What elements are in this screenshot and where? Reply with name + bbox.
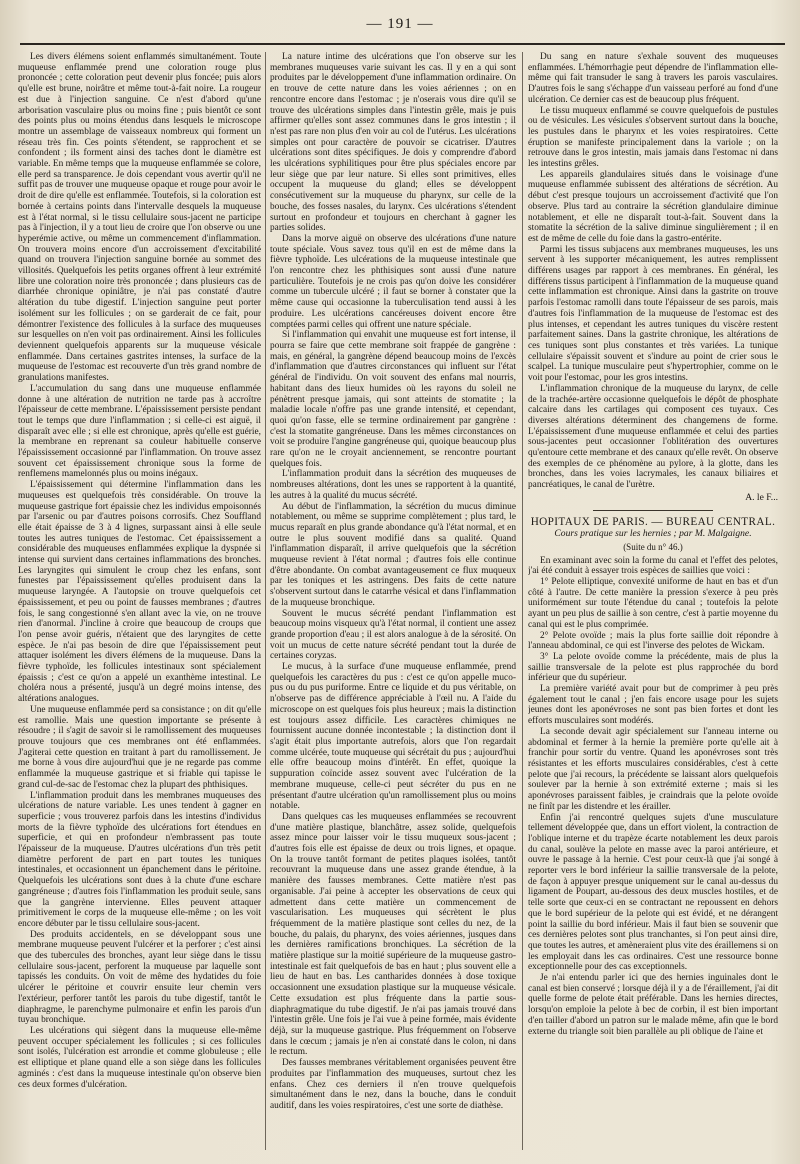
section-heading: HOPITAUX DE PARIS. — BUREAU CENTRAL.	[530, 515, 776, 528]
paragraph: Souvent le mucus sécrété pendant l'inflammation est beaucoup moins visqueux qu'à l'état normal, il contient une assez grande proportion d'eau ; il est alors analogue à de la sérosité. On voit un mucus de cette nature sécrété pendant tout la durée de certaines coryzas.	[270, 608, 516, 662]
paragraph: Si l'inflammation qui envahit une muqueuse est fort intense, il pourra se faire que cette membrane soit frappée de gangrène : mais, en général, la gangrène dépend beaucoup moins de l'excès d'inflammation que d'autres circonstances qui influent sur l'état général de l'individu. On voit souvent des enfans mal nourris, habitant dans des lieux humides où les rayons du soleil ne pénètrent presque jamais, qui sont atteints de stomatite ; la maladie locale n'offre pas une grande intensité, et cependant, quoi qu'on fasse, elle se termine ordinairement par gangrène : c'est la stomatite gangréneuse. Dans les mêmes circonstances on voit se produire l'angine gangréneuse qui, quoique beaucoup plus rare qu'on ne le croyait anciennement, se rencontre pourtant quelques fois.	[270, 330, 516, 469]
paragraph: La première variété avait pour but de comprimer à peu près également tout le canal ; j'en fais encore usage pour les sujets jeunes dont les aponévroses ne sont pas bien fortes et dont les efforts musculaires sont modérés.	[528, 684, 778, 727]
column-divider	[522, 52, 523, 1150]
section-sequel-note: (Suite du n° 46.)	[623, 541, 683, 552]
paragraph: Des produits accidentels, en se développant sous une membrane muqueuse peuvent l'ulcérer et la perforer ; c'est ainsi que des tubercules des bronches, ayant leur siège dans le tissu cellulaire sous-jacent, perforent la muqueuse par laquelle sont tapissés les conduits. On voit de même des hydatides du foie ulcérer le péritoine et couvrir ensuite leur chemin vers l'extérieur, perforer tantôt les parois du tube digestif, tantôt le diaphragme, le parenchyme pulmonaire et enfin les parois d'un tuyau bronchique.	[18, 929, 261, 1026]
paragraph: 3° La pelote ovoïde comme la précédente, mais de plus la saillie transversale de la pelote est plus rapprochée du bord inférieur que du supérieur.	[528, 651, 778, 684]
paragraph: Au début de l'inflammation, la sécrétion du mucus diminue notablement, ou même se supprime complètement ; plus tard, le mucus reparaît en plus grande abondance qu'à l'état normal, et en outre le plus souvent modifié dans sa qualité. Quand l'inflammation disparaît, il arrive quelquefois que la sécrétion muqueuse revient à l'état normal ; d'autres fois elle continue d'être abondante. On combat avantageusement ce flux muqueux par les toniques et les astringens. Des faits de cette nature s'observent surtout dans le catarrhe vésical et dans l'inflammation de la muqueuse bronchique.	[270, 501, 516, 608]
paragraph: L'accumulation du sang dans une muqueuse enflammée donne à une altération de nutrition ne tarde pas à accroître l'épaisseur de cette membrane. L'épaississement persiste pendant tout le temps que dure l'inflammation ; si celle-ci est aiguë, il disparaît avec elle ; si elle est chronique, après qu'elle est guérie, la membrane en reprenant sa couleur habituelle conserve l'épaississement occasionné par l'inflammation. On trouve assez souvent cet épaississement chronique sous la forme de renflemens mamelonnés plus ou moins inégaux.	[18, 383, 261, 480]
page-number: — 191 —	[366, 16, 434, 32]
paragraph: 1° Pelote elliptique, convexité uniforme de haut en bas et d'un côté à l'autre. De cette manière la pression s'exerce à peu près uniformément sur toute l'étendue du canal ; toutefois la pelote ayant un peu plus de saillie à son centre, c'est à partie moyenne du canal qui est le plus comprimée.	[528, 577, 778, 630]
paragraph: L'inflammation produit dans les membranes muqueuses des ulcérations de nature variable. Les unes tendent à gagner en superficie ; vous trouverez parfois dans les intestins d'individus morts de la fièvre typhoïde des ulcérations fort étendues en superficie, et qui en profondeur n'embrassent pas toute l'épaisseur de la muqueuse. D'autres ulcérations d'un très petit diamètre perforent de part en part toutes les tuniques intestinales, et occasionnent un épanchement dans le péritoine. Quelquefois les ulcérations sont dues à la chute d'une eschare gangréneuse ; d'autres fois l'inflammation les produit seule, sans que la gangrène intervienne. Elles peuvent attaquer primitivement le corps de la muqueuse elle-même ; on les voit encore débuter par le tissu cellulaire sous-jacent.	[18, 790, 261, 929]
column-divider	[265, 52, 266, 1150]
header-rule	[20, 43, 785, 45]
text-column-2	[270, 52, 516, 1152]
paragraph: En examinant avec soin la forme du canal et l'effet des pelotes, j'ai été conduit à essayer trois espèces de saillies que voici :	[528, 555, 778, 577]
paragraph: Le mucus, à la surface d'une muqueuse enflammée, prend quelquefois les caractères du pus : c'est ce qu'on appelle muco-pus ou du pus puriforme. Entre ce liquide et du pus véritable, on n'observe pas de différence appréciable à l'œil nu. A l'aide du microscope on est quelques fois plus heureux ; mais la distinction est toujours assez difficile. Les caractères chimiques ne fournissent aucune donnée incontestable ; la distinction dont il s'agit était plus importante autrefois, alors que l'on regardait comme ulcérée, toute muqueuse qui sécrétait du pus ; aujourd'hui elle offre beaucoup moins d'intérêt. En effet, quoique la suppuration coïncide assez souvent avec l'ulcération de la membrane muqueuse, celle-ci peut sécréter du pus en ne présentant d'autre ulcération qu'un ramollissement plus ou moins notable.	[270, 662, 516, 812]
article-signature: A. le F...	[745, 491, 778, 503]
section-divider	[593, 510, 713, 511]
text-column-3	[528, 52, 778, 1152]
paragraph: Du sang en nature s'exhale souvent des muqueuses enflammées. L'hémorrhagie peut dépendre de l'inflammation elle-même qui fait transuder le sang à travers les parois vasculaires. D'autres fois le sang s'échappe d'un vaisseau perforé au fond d'une ulcération. Ce dernier cas est de beaucoup plus fréquent.	[528, 52, 778, 105]
paragraph: 2° Pelote ovoïde ; mais la plus forte saillie doit répondre à l'anneau abdominal, ce qui est l'inverse des pelotes de Wickam.	[528, 630, 778, 652]
paragraph: L'inflammation produit dans la sécrétion des muqueuses de nombreuses altérations, dont les unes se rapportent à la quantité, les autres à la qualité du mucus sécrété.	[270, 469, 516, 501]
paragraph: La seconde devait agir spécialement sur l'anneau interne ou abdominal et fermer à la hernie la première porte qu'elle ait à franchir pour sortir du ventre. Quand les aponévroses sont très résistantes et les efforts musculaires considérables, c'est à cette pelote que j'ai recours, la précédente se laissant alors quelquefois soulever par la hernie à son extrémité externe ; mais si les aponévroses paraissent faibles, je craindrais que la pelote ovoïde ne finît par les distendre et les érailler.	[528, 726, 778, 812]
paragraph: Dans quelques cas les muqueuses enflammées se recouvrent d'une matière plastique, blanchâtre, assez solide, quelquefois assez mince pour laisser voir le tissu muqueux sous-jacent ; d'autres fois elle est épaisse de deux ou trois lignes, et opaque. On la trouve tantôt formant de petites plaques isolées, tantôt recouvrant la muqueuse dans une assez grande étendue, à la manière des fausses membranes. Cette matière n'est pas organisable. J'ai peine à accepter les observations de ceux qui admettent dans cette matière un commencement de vascularisation. Les muqueuses qui sécrètent le plus fréquemment de la matière plastique sont celles du nez, de la bouche, du palais, du pharynx, des voies aériennes, jusques dans les dernières ramifications bronchiques. La sécrétion de la matière plastique sur la moitié supérieure de la muqueuse gastro-intestinale est fait quelquefois de bas en haut ; plus souvent elle a lieu de haut en bas. Les cantharides données à dose toxique occasionnent une exsudation plastique sur la muqueuse vésicale. Cette exsudation est plus fréquente dans la partie sous-diaphragmatique du tube digestif. Je n'ai pas jamais trouvé dans l'intestin grêle. Une fois je l'ai vue à peine formée, mais évidente déjà, sur la muqueuse gastrique. Plus fréquemment on l'observe dans le cœcum ; jamais je n'en ai constaté dans le colon, ni dans le rectum.	[270, 811, 516, 1058]
text-column-1	[18, 52, 261, 1152]
section-subtitle: Cours pratique sur les hernies ; par M. Malgaigne.	[554, 528, 752, 540]
paragraph: Le tissu muqueux enflammé se couvre quelquefois de pustules ou de vésicules. Les vésicules s'observent surtout dans la bouche, les pustules dans le pharynx et les voies respiratoires. Cette éruption se manifeste principalement dans la variole ; on la retrouve dans le gros intestin, mais jamais dans l'estomac ni dans les intestins grêles.	[528, 105, 778, 170]
paragraph: Dans la morve aiguë on observe des ulcérations d'une nature toute spéciale. Vous savez tous qu'il en est de même dans la fièvre typhoïde. Les ulcérations de la muqueuse intestinale que l'on rencontre chez les phthisiques sont aussi d'une nature particulière. Toutefois je ne crois pas qu'on doive les considérer comme un tubercule ulcéré ; il faut se borner à constater que la même cause qui occasionne la tuberculisation tend aussi à les produire. Les ulcérations cancéreuses doivent encore être comptées parmi celles qui offrent une nature spéciale.	[270, 233, 516, 330]
paragraph: Enfin j'ai rencontré quelques sujets d'une musculature tellement développée que, dans un effort violent, la contraction de l'oblique interne et du trapèze écarte notablement les deux parois du canal, soulève la pelote en masse avec la paroi antérieure, et ouvre le passage à la hernie. C'est pour ceux-là que j'ai songé à reporter vers le bord inférieur la saillie transversale de la pelote, de façon à appuyer presque uniquement sur le canal au-dessus du ligament de Poupart, au-dessous des deux muscles hostiles, et de telle sorte que ceux-ci en se contractant ne repoussent en dehors que le bord supérieur de la pelote qui est évidé, et ne dérangent point la saillie du bord inférieur. Mais il faut bien se souvenir que ces dernières pelotes sont plus tranchantes, si l'on peut ainsi dire, que toutes les autres, et amèneraient plus vite des éraillemens si on les employait dans les cas ordinaires. C'est une ressource bonne exceptionnelle pour des cas exceptionnels.	[528, 812, 778, 973]
paragraph: Parmi les tissus subjacens aux membranes muqueuses, les uns servent à les supporter mécaniquement, les autres remplissent différens usages par rapport à ces membranes. En général, les différens tissus participent à l'inflammation de la muqueuse quand cette inflammation est chronique. Ainsi dans la gastrite on trouve parfois l'estomac ramolli dans toute l'épaisseur de ses parois, mais d'autres fois l'inflammation de la muqueuse de l'estomac est des plus intenses, et cependant les autres tuniques du viscère restent parfaitement saines. Dans la gastrite chronique, les altérations de ces tuniques sont plus constantes et très variées. La tunique cellulaire s'épaissit souvent et s'indure au point de crier sous le scalpel. La tunique musculaire peut s'hypertrophier, comme on le voit pour l'estomac, pour les gros intestins.	[528, 244, 778, 384]
paragraph: Les ulcérations qui siègent dans la muqueuse elle-même peuvent occuper spécialement les follicules ; si ces follicules sont isolés, l'ulcération est arrondie et comme globuleuse ; elle est elliptique et plane quand elle a son siège dans les follicules agminés : c'est dans la muqueuse intestinale qu'on observe bien ces deux formes d'ulcération.	[18, 1025, 261, 1090]
paragraph: Je n'ai entendu parler ici que des hernies inguinales dont le canal est bien conservé ; lorsque déjà il y a de l'éraillement, j'ai dit quelle forme de pelote était préférable. Dans les hernies directes, lorsqu'on emploie la pelote à bec de corbin, il est bien important d'en tailler d'abord un patron sur le malade même, afin que le bord externe du triangle soit bien parallèle au pli oblique de l'aine et	[528, 973, 778, 1037]
paragraph: L'épaississement qui détermine l'inflammation dans les muqueuses est quelquefois très considérable. On trouve la muqueuse gastrique fort épaissie chez les individus empoisonnés par l'arsenic ou par d'autres poisons corrosifs. Chez Souffland elle était épaisse de 3 à 4 lignes, surpassant ainsi à elle seule toutes les autres tuniques de l'estomac. Cet épaississement a considérable des muqueuses enflammées explique la dyspnée si intense qui survient dans certaines inflammations des bronches. Les laryngites qui simulent le croup chez les enfans, sont funestes par l'épaississement qu'elles produisent dans la muqueuse laryngée. A l'autopsie on trouve quelquefois cet épaississement, et peu ou point de fausses membranes ; d'autres fois, le sang congestionné s'en allant avec la vie, on ne trouve rien d'anormal. J'incline à croire que beaucoup de croups que l'on pense avoir guéris, n'étaient que des laryngites de cette espèce. Je n'ai pas besoin de dire que l'épaississement peut attaquer isolément les divers élémens de la muqueuse. Dans la fièvre typhoïde, les follicules intestinaux sont spécialement épaissis ; c'est ce qu'on a appelé un exanthème intestinal. Le choléra nous a présenté, jusqu'à un degré moins intense, des altérations analogues.	[18, 480, 261, 705]
paragraph: L'inflammation chronique de la muqueuse du larynx, de celle de la trachée-artère occasionne quelquefois le dépôt de phosphate calcaire dans les cartilages qui composent ces tuyaux. Ces diverses altérations déterminent des changemens de forme. L'épaississement d'une muqueuse enflammée et celui des parties sous-jacentes peut occasionner l'oblitération des ouvertures qu'entoure cette membrane et des canaux qu'elle revêt. On observe des exemples de ce phénomène au pylore, à la glotte, dans les bronches, dans les voies lacrymales, les canaux biliaires et pancréatiques, le canal de l'urètre.	[528, 383, 778, 491]
paragraph: Des fausses membranes véritablement organisées peuvent être produites par l'inflammation des muqueuses, surtout chez les enfans. Chez ces derniers il n'en trouve quelquefois simultanément dans le nez, dans la bouche, dans le conduit auditif, dans les voies respiratoires, c'est une sorte de diathèse.	[270, 1058, 516, 1111]
paragraph: La nature intime des ulcérations que l'on observe sur les membranes muqueuses varie suivant les cas. Il y en a qui sont produites par le développement d'une inflammation ordinaire. On en trouve de cette nature dans les voies aériennes ; on en rencontre encore dans l'estomac ; je n'oserais vous dire qu'il se trouve des ulcérations simples dans l'intestin grêle, mais je puis affirmer qu'elles sont assez communes dans le gros intestin ; il n'est pas rare non plus d'en voir au col de l'utérus. Les ulcérations simples ont pour caractère de pouvoir se cicatriser. D'autres ulcérations sont dites spécifiques. Je dois y comprendre d'abord les ulcérations syphilitiques pour être plus spéciales encore par leur siège que par leur nature. Si elles sont primitives, elles occupent la muqueuse du gland; elles se développent consécutivement sur la muqueuse du pharynx, sur celle de la bouche, des fosses nasales, du larynx. Ces ulcérations s'étendent surtout en profondeur et toujours en cherchant à gagner les parties solides.	[270, 52, 516, 234]
paragraph: Une muqueuse enflammée perd sa consistance ; on dit qu'elle est ramollie. Mais une question importante se présente à résoudre ; il s'agit de savoir si le ramollissement des muqueuses prouve toujours que ces membranes ont été enflammées. J'agiterai cette question en traitant à part du ramollissement. Je me borne à vous dire aujourd'hui que je ne regarde pas comme enflammée la muqueuse gastrique et si friable qui tapisse le grand cul-de-sac de l'estomac chez la plupart des phthisiques.	[18, 704, 261, 790]
paragraph: Les divers élémens soient enflammés simultanément. Toute muqueuse enflammée prend une coloration rouge plus prononcée ; cette coloration peut devenir plus foncée; puis alors qu'elle est brune, noirâtre et même tout-à-fait noire. La rougeur est due à l'injection sanguine. Ce n'est d'abord qu'une arborisation vasculaire plus ou moins fine ; puis bientôt ce sont des points plus ou moins étendus dans lesquels le microscope montre un assemblage de vaisseaux nombreux qui forment un réseau très fin. Ces points s'étendent, se rapprochent et se confondent ; ils forment ainsi des taches dont le diamètre est variable. En même temps que la muqueuse enflammée se colore, elle perd sa transparence. Je dois cependant vous avertir qu'il ne suffit pas de trouver une muqueuse opaque et rouge pour avoir le droit de dire qu'elle est enflammée. Toutefois, si la coloration est bornée à certains points dans l'intervalle desquels la muqueuse est à l'état normal, si le tissu cellulaire sous-jacent ne participe pas à l'injection, il y a tout lieu de croire que l'on observe ou une hyperémie active, ou même un commencement d'inflammation. On trouvera moins encore d'un accroissement d'excitabilité quand on trouvera l'injection sanguine bornée au sommet des villosités. Quelquefois les petits organes offrent à leur extrémité libre une coloration noire très prononcée ; dans plusieurs cas de diarrhée chronique opiniâtre, je n'ai pas constaté d'autre altération du tube digestif. L'injection sanguine peut porter isolément sur les follicules ; on se garderait de ce fait, pour démontrer l'existence des follicules à la surface des muqueuses sur lesquelles on n'en voit pas ordinairement. Ainsi les follicules deviennent quelquefois apparents sur la muqueuse vésicale enflammée. Dans certaines gastrites intenses, la surface de la muqueuse de l'estomac est recouverte d'un très grand nombre de granulations manifestes.	[18, 52, 261, 384]
paragraph: Les appareils glandulaires situés dans le voisinage d'une muqueuse enflammée subissent des altérations de sécrétion. Au début c'est presque toujours un accroissement d'activité que l'on observe. Plus tard au contraire la sécrétion glandulaire diminue notablement, et elle ne disparaît tout-à-fait. Souvent dans la stomatite la sécrétion de la salive diminue singulièrement ; il en est de même de celle du foie dans la gastro-entérite.	[528, 169, 778, 244]
